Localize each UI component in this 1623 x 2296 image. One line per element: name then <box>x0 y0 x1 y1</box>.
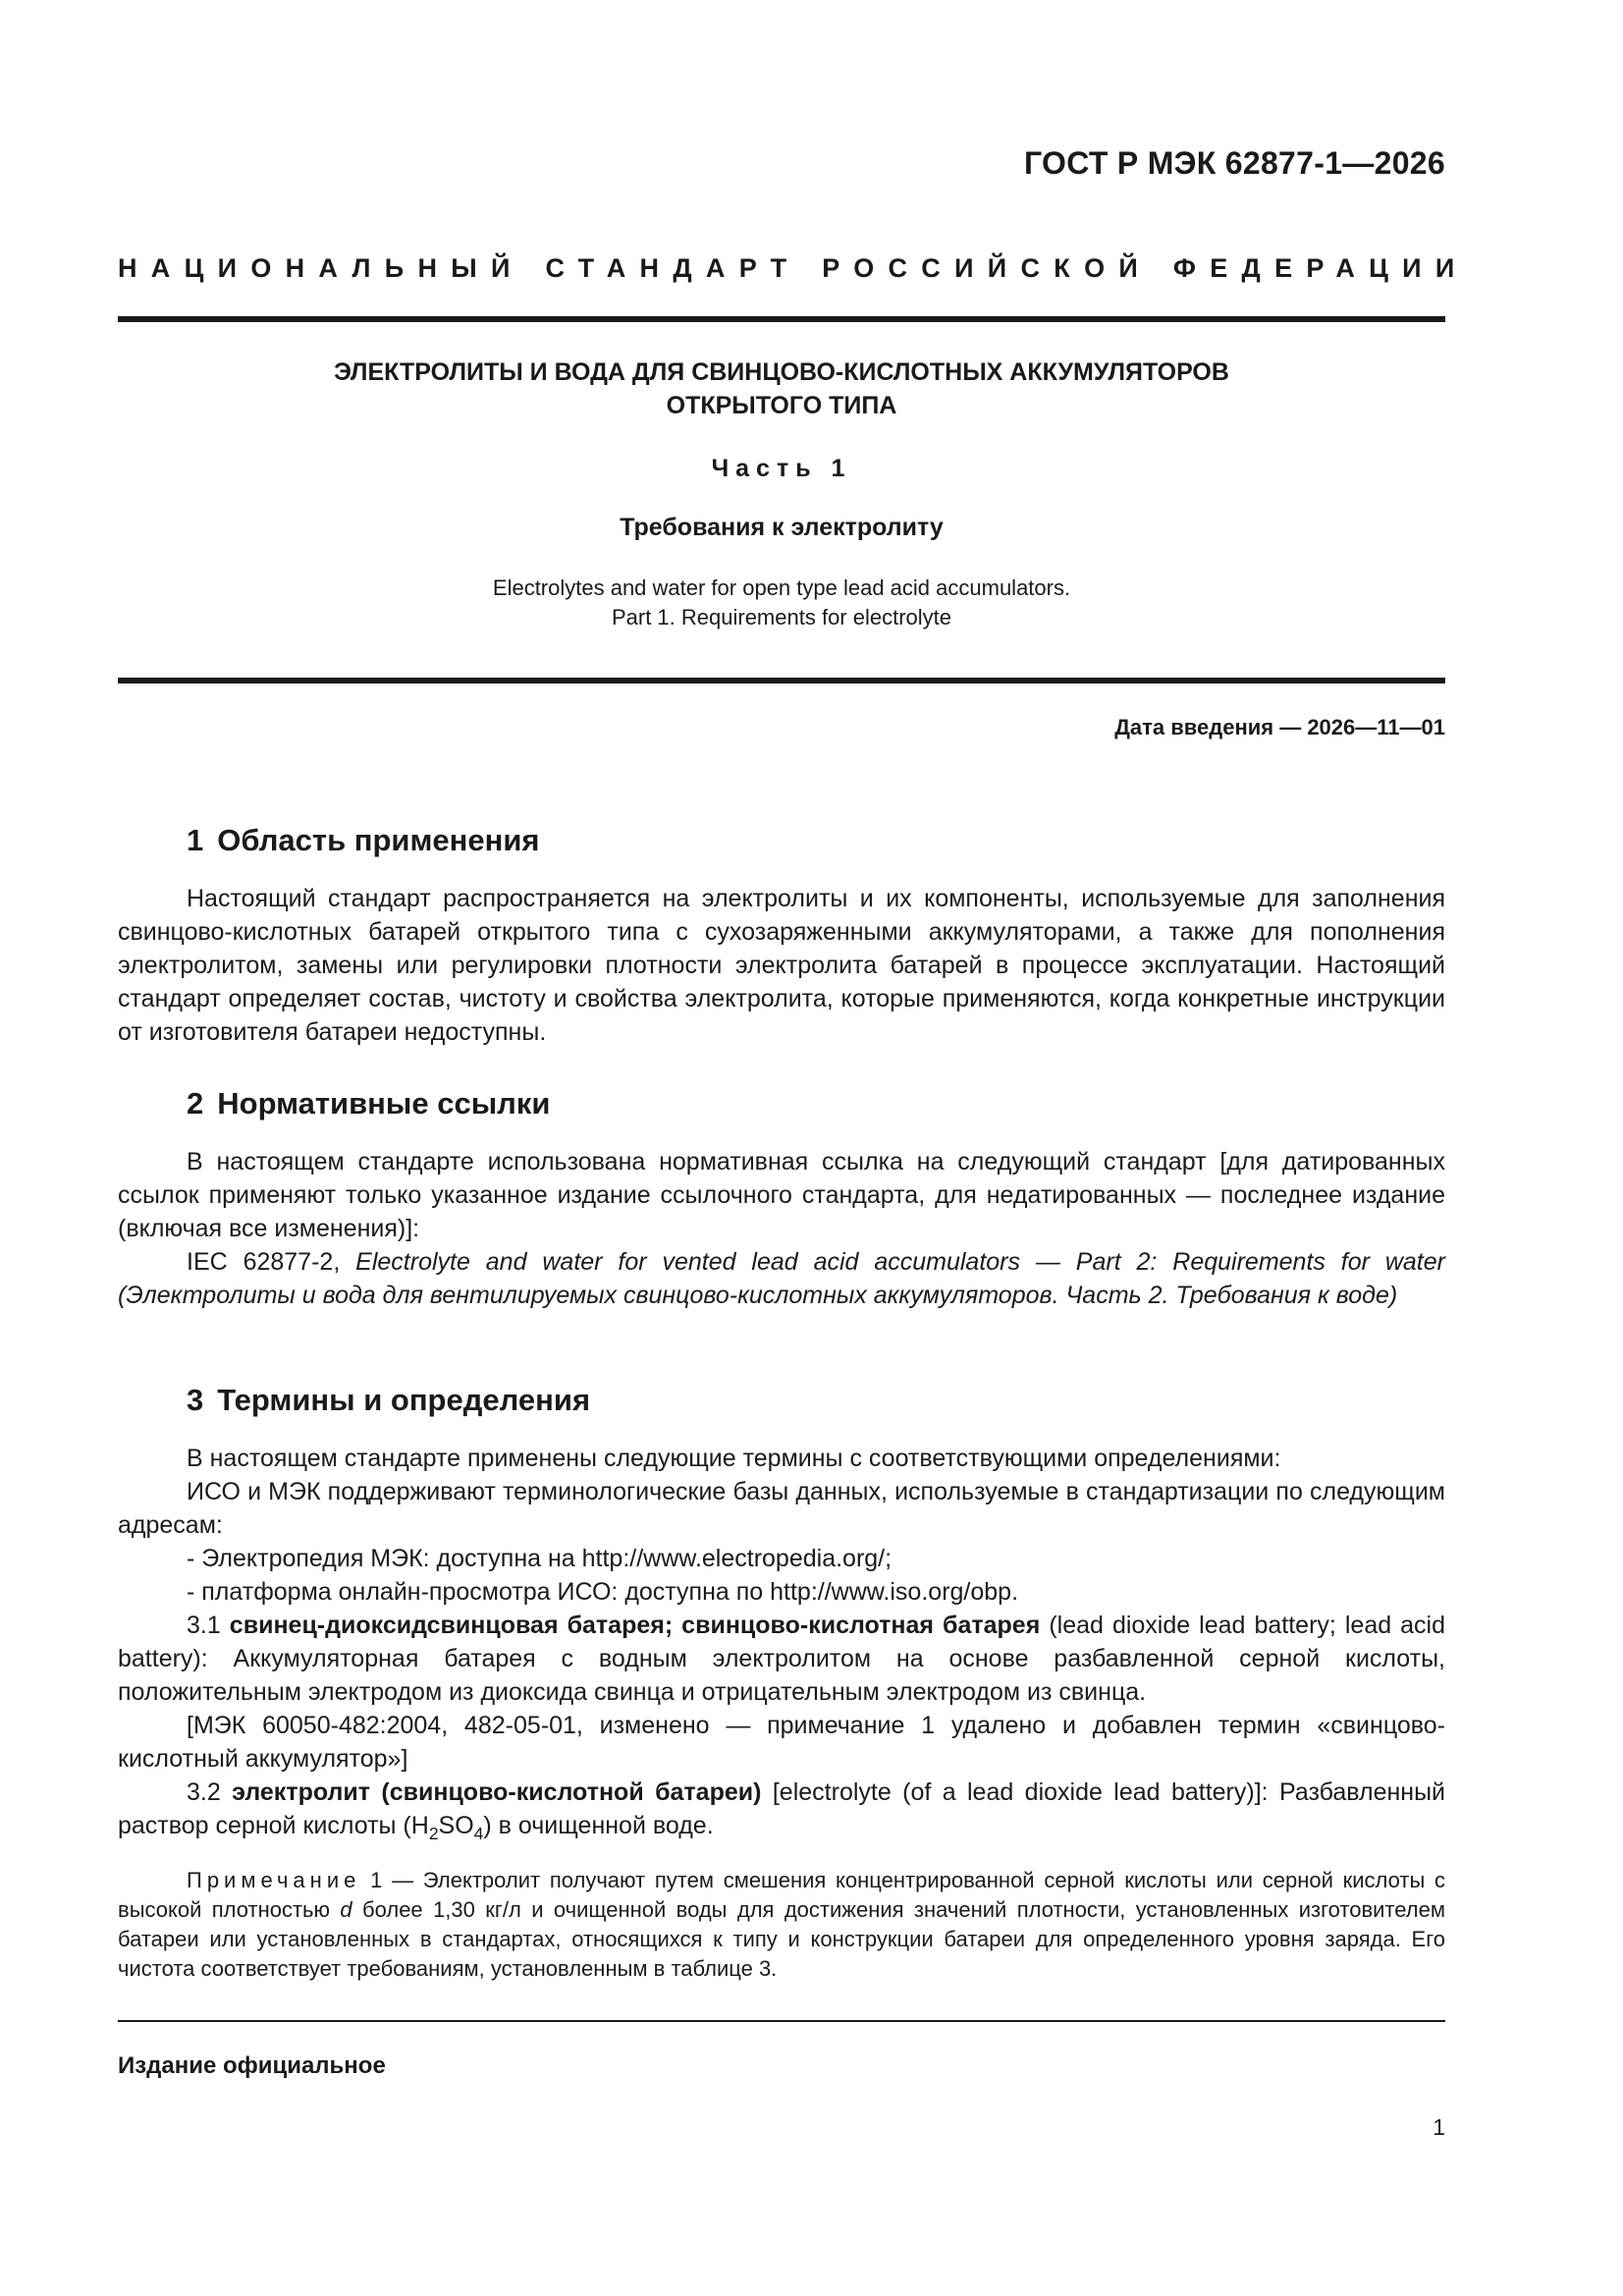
part-title: Требования к электролиту <box>620 514 944 541</box>
title-line-1: ЭЛЕКТРОЛИТЫ И ВОДА ДЛЯ СВИНЦОВО-КИСЛОТНЫХ АККУМУЛЯТОРОВ <box>334 358 1229 386</box>
standard-designation: ГОСТ Р МЭК 62877-1—2026 <box>1024 145 1445 181</box>
section-2-title: Нормативные ссылки <box>217 1086 551 1121</box>
official-edition-label: Издание официальное <box>118 2052 386 2079</box>
section-3-body <box>118 1442 1445 1842</box>
top-rule <box>118 316 1445 322</box>
title-rule <box>118 678 1445 683</box>
term-3-1-term: свинец-диоксидсвинцовая батарея; свинцово-кислотная батарея <box>229 1612 1041 1639</box>
section-1-heading <box>187 823 540 858</box>
page-number: 1 <box>1433 2114 1445 2140</box>
english-title-line-2: Part 1. Requirements for electrolyte <box>611 605 952 629</box>
section-3-number: 3 <box>187 1383 204 1417</box>
note-density-symbol: d <box>340 1897 352 1922</box>
term-3-1-definition: (lead dioxide lead battery; lead acid battery): Аккумуляторная батарея с водным электролитом на основе разбавленной серной кислоты, положительным электродом из диоксида свинца и отрицательным электродом из свинца. <box>118 1612 1446 1706</box>
normative-reference-entry <box>118 1245 1445 1312</box>
section-2-body <box>118 1145 1445 1312</box>
title-block <box>118 355 1445 632</box>
term-3-1 <box>118 1609 1445 1709</box>
section-3-heading <box>187 1383 590 1418</box>
term-3-1-source: [МЭК 60050-482:2004, 482-05-01, изменено — примечание 1 удалено и добавлен термин «свинцово-кислотный аккумулятор»] <box>118 1712 1445 1773</box>
term-3-2 <box>118 1776 1445 1842</box>
scope-paragraph: Настоящий стандарт распространяется на электролиты и их компоненты, используемые для заполнения свинцово-кислотных батарей открытого типа с сухозаряженными аккумуляторами, а также для пополнения электролитом, замены или регулировки плотности электролита батарей в процессе эксплуатации. Настоящий стандарт определяет состав, чистоту и свойства электролита, которые применяются, когда конкретные инструкции от изготовителя батареи недоступны. <box>118 885 1445 1046</box>
note-1 <box>118 1866 1445 1984</box>
section-2-heading <box>187 1086 550 1121</box>
term-3-2-term: электролит (свинцово-кислотной батареи) <box>232 1778 762 1806</box>
term-3-2-number: 3.2 <box>187 1778 221 1806</box>
database-item-iso-obp: - платформа онлайн-просмотра ИСО: доступна по http://www.iso.org/obp. <box>187 1578 1019 1606</box>
normative-references-paragraph: В настоящем стандарте использована нормативная ссылка на следующий стандарт [для датированных ссылок применяют только указанное издание ссылочного стандарта, для недатированных — последнее издание (включая все изменения)]: <box>118 1148 1445 1242</box>
english-title <box>118 574 1445 632</box>
terms-intro: В настоящем стандарте применены следующие термины с соответствующими определениями: <box>187 1445 1281 1472</box>
term-3-2-definition-a: [electrolyte (of a lead dioxide lead battery)]: Разбавленный раствор серной кислоты (H <box>118 1778 1446 1839</box>
note-text-b: более 1,30 кг/л и очищенной воды для достижения значений плотности, установленных изготовителем батареи или установленных в стандартах, относящихся к типу и конструкции батареи для определенного уровня заряда. Его чистота соответствует требованиям, установленным в таблице 3. <box>118 1897 1445 1981</box>
section-3-title: Термины и определения <box>217 1383 591 1417</box>
section-1-number: 1 <box>187 823 204 857</box>
subscript-4: 4 <box>473 1824 484 1843</box>
subscript-2: 2 <box>428 1824 439 1843</box>
part-label: Часть 1 <box>711 455 852 482</box>
term-3-2-definition-b: SO <box>438 1812 474 1839</box>
note-text-a: 1 — Электролит получают путем смешения концентрированной серной кислоты или серной кислоты с высокой плотностью <box>118 1868 1445 1922</box>
terms-databases: ИСО и МЭК поддерживают терминологические базы данных, используемые в стандартизации по следующим адресам: <box>118 1478 1445 1539</box>
document-page <box>118 0 1469 2296</box>
introduction-date: Дата введения — 2026—11—01 <box>1114 715 1445 739</box>
footer-rule <box>118 2020 1445 2022</box>
reference-code: IEC 62877-2, <box>187 1248 341 1276</box>
term-3-1-number: 3.1 <box>187 1612 221 1639</box>
reference-title: Electrolyte and water for vented lead acid accumulators — Part 2: Requirements for water (Электролиты и вода для вентилируемых свинцово-кислотных аккумуляторов. Часть 2. Требования к воде) <box>118 1248 1445 1309</box>
database-item-electropedia: - Электропедия МЭК: доступна на http://www.electropedia.org/; <box>187 1545 893 1572</box>
section-1-body <box>118 882 1445 1049</box>
term-3-2-definition-c: ) в очищенной воде. <box>483 1812 714 1839</box>
note-label: Примечание <box>187 1868 361 1892</box>
title-line-2: ОТКРЫТОГО ТИПА <box>666 392 897 419</box>
english-title-line-1: Electrolytes and water for open type lead acid accumulators. <box>492 575 1071 600</box>
national-standard-banner: НАЦИОНАЛЬНЫЙ СТАНДАРТ РОССИЙСКОЙ ФЕДЕРАЦИИ <box>118 253 1469 283</box>
section-2-number: 2 <box>187 1086 204 1121</box>
section-1-title: Область применения <box>217 823 540 857</box>
